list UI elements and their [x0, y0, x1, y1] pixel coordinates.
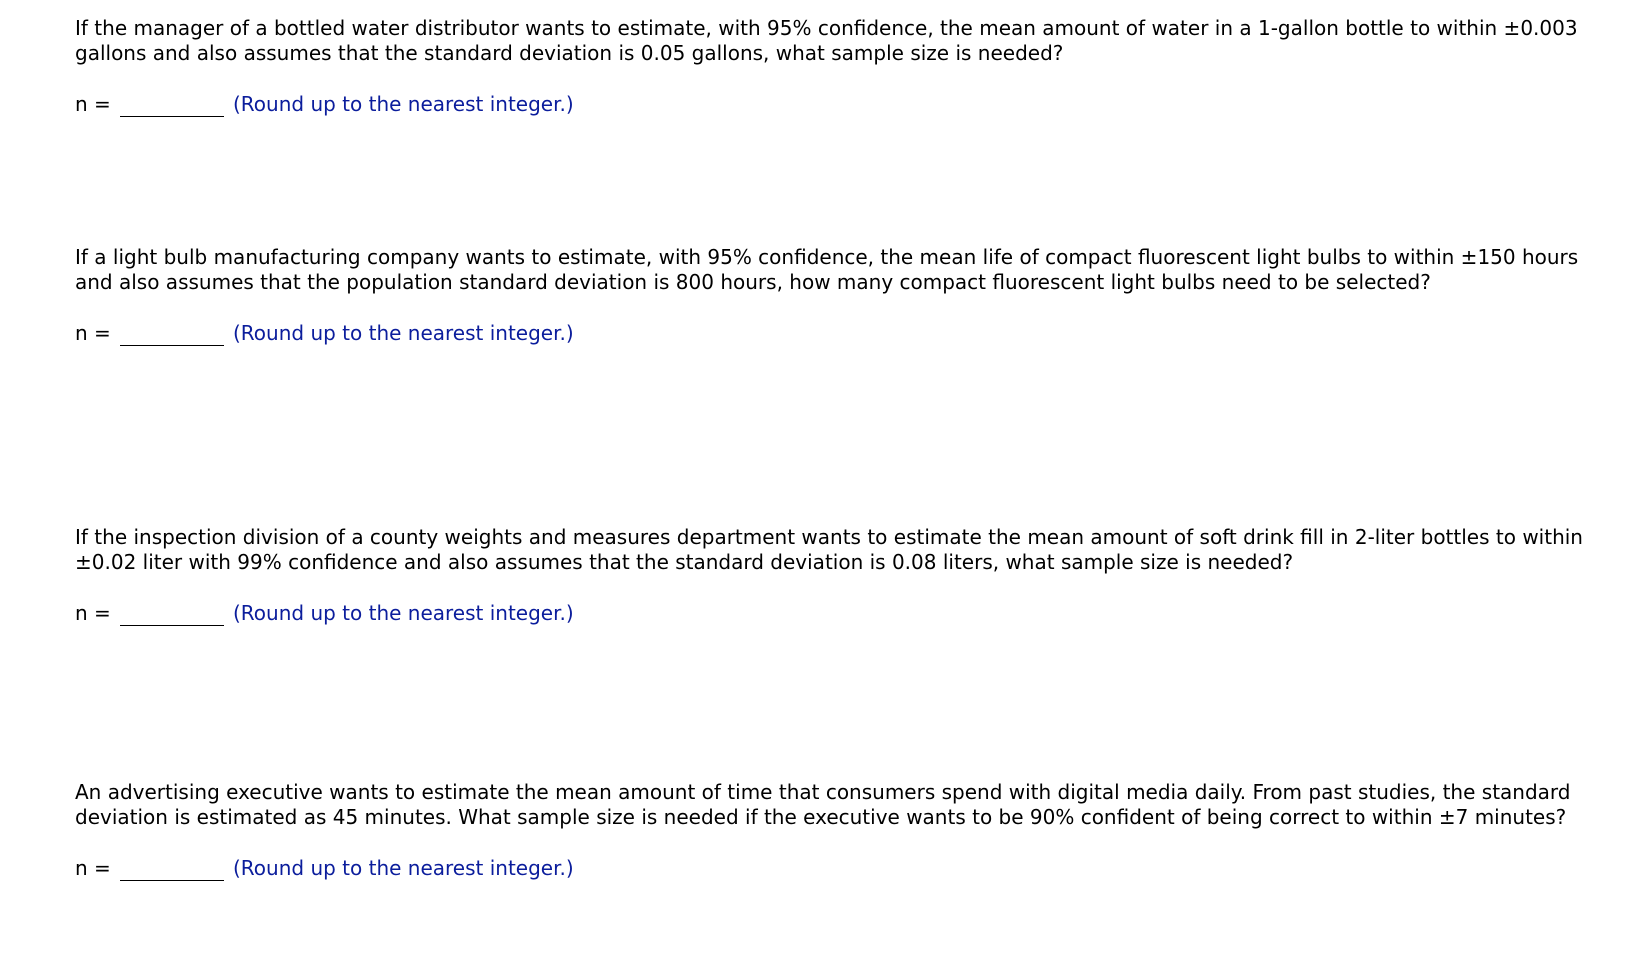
answer-input[interactable]	[120, 860, 224, 881]
question-2	[75, 245, 1605, 346]
question-text: An advertising executive wants to estimate the mean amount of time that consumers spend with digital media daily. From past studies, the standard deviation is estimated as 45 minutes. What sample size is needed if the executive wants to be 90% confident of being correct to within ±7 minutes?	[75, 780, 1571, 829]
question-3	[75, 525, 1605, 626]
answer-label: n =	[75, 601, 111, 625]
rounding-hint: (Round up to the nearest integer.)	[233, 321, 574, 345]
answer-row	[75, 92, 1605, 117]
answer-row	[75, 856, 1605, 881]
question-text: If a light bulb manufacturing company wants to estimate, with 95% confidence, the mean life of compact fluorescent light bulbs to within ±150 hours and also assumes that the population standard deviation is 800 hours, how many compact fluorescent light bulbs need to be selected?	[75, 245, 1579, 294]
answer-label: n =	[75, 856, 111, 880]
question-1	[75, 16, 1605, 117]
question-text: If the inspection division of a county weights and measures department wants to estimate the mean amount of soft drink fill in 2-liter bottles to within ±0.02 liter with 99% confidence and also assumes that the standard deviation is 0.08 liters, what sample size is needed?	[75, 525, 1583, 574]
answer-row	[75, 601, 1605, 626]
answer-label: n =	[75, 92, 111, 116]
question-4	[75, 780, 1605, 881]
rounding-hint: (Round up to the nearest integer.)	[233, 92, 574, 116]
question-text: If the manager of a bottled water distributor wants to estimate, with 95% confidence, the mean amount of water in a 1-gallon bottle to within ±0.003 gallons and also assumes that the standard deviation is 0.05 gallons, what sample size is needed?	[75, 16, 1578, 65]
answer-input[interactable]	[120, 96, 224, 117]
rounding-hint: (Round up to the nearest integer.)	[233, 856, 574, 880]
rounding-hint: (Round up to the nearest integer.)	[233, 601, 574, 625]
answer-row	[75, 321, 1605, 346]
answer-input[interactable]	[120, 325, 224, 346]
answer-label: n =	[75, 321, 111, 345]
answer-input[interactable]	[120, 605, 224, 626]
